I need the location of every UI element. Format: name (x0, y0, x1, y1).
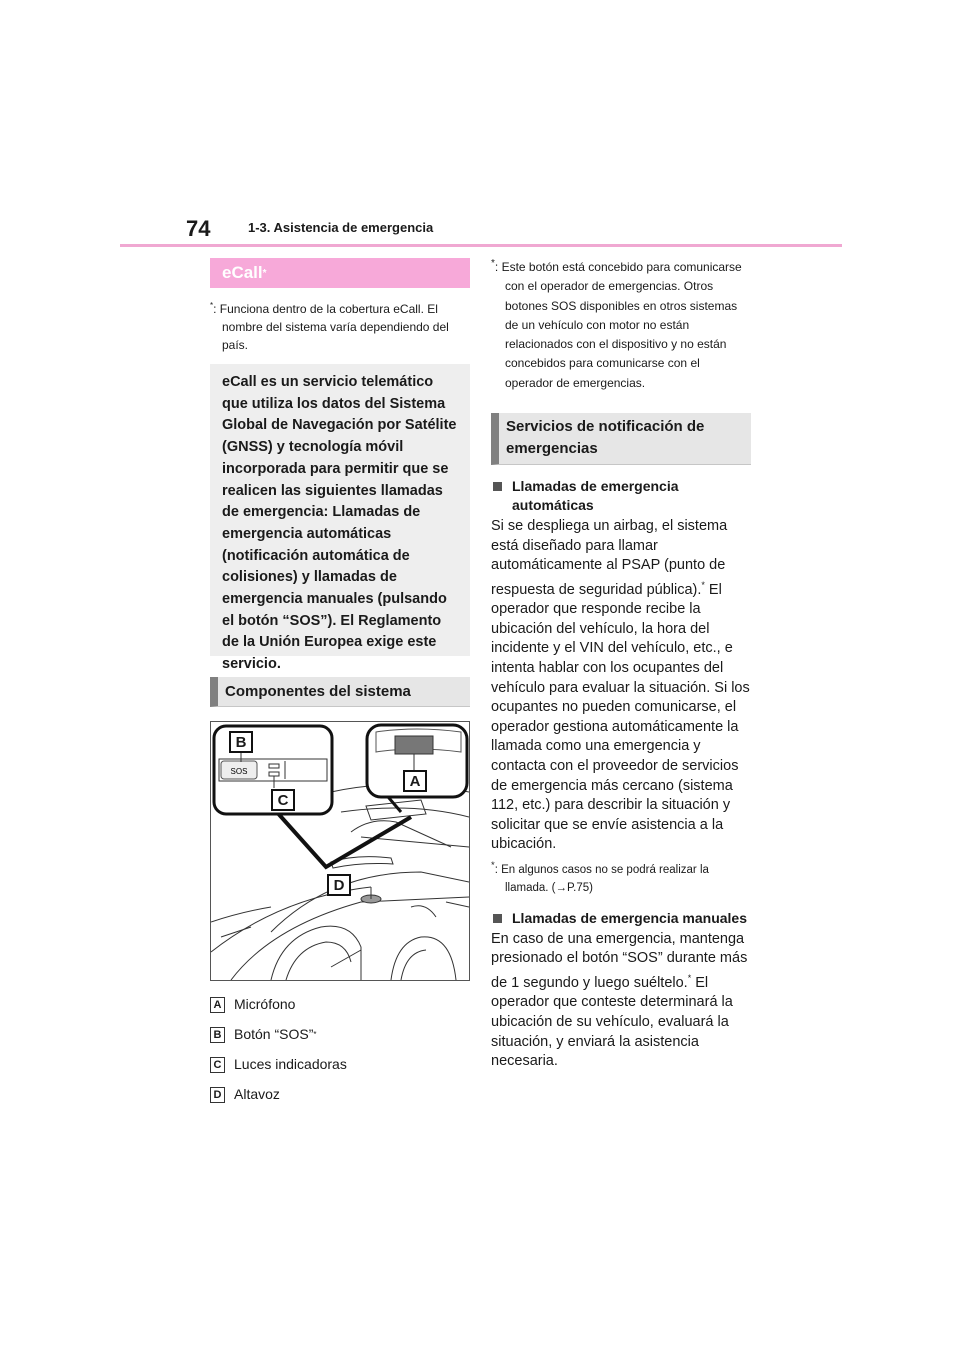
components-legend (210, 989, 470, 1109)
services-heading: Servicios de notificación de emergencias (491, 413, 751, 465)
legend-label: Micrófono (234, 996, 296, 1012)
square-bullet-icon (493, 914, 502, 923)
footnote-marker: * (491, 258, 495, 269)
legend-key-c: C (210, 1057, 225, 1073)
legend-key-b: B (210, 1027, 225, 1043)
intro-box: eCall es un servicio telemático que utiliza los datos del Sistema Global de Navegación por Satélite (GNSS) y tecnología móvil incorporada para permitir que se realicen las siguientes llamadas de emergencia: Llamadas de emergencia automáticas (notificación automática de colisiones) y llamadas de emergencia manuales (pulsando el botón “SOS”). El Reglamento de la Unión Europea exige este servicio. (210, 364, 470, 656)
components-illustration (210, 721, 470, 981)
sos-button-icon: SOS (230, 767, 248, 776)
footnote-text: : Funciona dentro de la cobertura eCall. El nombre del sistema varía dependiendo del país. (213, 302, 449, 352)
ecall-heading-text: eCall (222, 263, 263, 282)
auto-calls-footnote (491, 857, 751, 897)
page-number: 74 (186, 216, 211, 241)
manual-text-part1: En caso de una emergencia, mantenga presionado el botón “SOS” durante más de 1 segundo y luego suéltelo. (491, 930, 748, 991)
auto-text-part1: Si se despliega un airbag, el sistema está diseñado para llamar automáticamente al PSAP (punto de respuesta de seguridad pública). (491, 518, 728, 598)
components-heading: Componentes del sistema (210, 677, 470, 707)
illustration-label-d: D (327, 874, 351, 896)
left-column (210, 258, 470, 1109)
microphone-icon (395, 736, 433, 754)
manual-calls-heading-text: Llamadas de emergencia manuales (512, 909, 747, 926)
legend-key-a: A (210, 997, 225, 1013)
legend-item-indicator-lights (210, 1049, 470, 1079)
legend-label: Luces indicadoras (234, 1056, 347, 1072)
legend-item-microphone (210, 989, 470, 1019)
ecall-footnote (210, 297, 470, 354)
ecall-heading-star: * (262, 267, 267, 279)
auto-calls-heading-text: Llamadas de emergencia automáticas (512, 478, 679, 514)
footnote-marker: * (491, 860, 495, 871)
auto-calls-text (491, 517, 751, 855)
footnote-text: : En algunos casos no se podrá realizar la llamada. (→P.75) (494, 863, 709, 894)
manual-calls-heading (491, 909, 751, 928)
auto-text-part2: El operador que responde recibe la ubicación del vehículo, la hora del incidente y el VIN del vehículo, etc., e intenta hablar con los ocupantes del vehículo para evaluar la situación. Si los ocupantes no pueden comunicarse, el operador gestiona automáticamente la llamada como una emergencia y contacta con el proveedor de servicios de emergencia más cercano (sistema 112, etc.) para describir la situación y solicitar que se envíe asistencia a la ubicación. (491, 581, 750, 853)
illustration-label-a: A (403, 770, 427, 792)
header-rule (120, 244, 842, 247)
section-title: 1-3. Asistencia de emergencia (248, 220, 434, 235)
auto-calls-heading (491, 477, 751, 515)
legend-label: Botón “SOS” (234, 1026, 314, 1042)
legend-item-sos-button (210, 1019, 470, 1049)
illustration-label-b: B (229, 731, 253, 753)
legend-item-speaker (210, 1079, 470, 1109)
square-bullet-icon (493, 482, 502, 491)
right-column (491, 254, 751, 1072)
footnote-text: : Este botón está concebido para comunicarse con el operador de emergencias. Otros botones SOS disponibles en otros sistemas de un vehículo con motor no están relacionados con el dispositivo y no están concebidos para comunicarse con el operador de emergencias. (494, 260, 742, 390)
footnote-marker: * (210, 301, 214, 310)
manual-text-part2: El operador que conteste determinará la ubicación de su vehículo, evaluará la situación, y enviará la asistencia necesaria. (491, 974, 733, 1070)
sos-button-footnote (491, 254, 751, 393)
legend-key-d: D (210, 1087, 225, 1103)
ecall-heading (210, 258, 470, 288)
legend-star: * (313, 1029, 317, 1039)
manual-star: * (687, 973, 692, 984)
illustration-label-c: C (271, 789, 295, 811)
auto-star: * (701, 579, 705, 590)
legend-label: Altavoz (234, 1086, 280, 1102)
manual-calls-text (491, 930, 751, 1072)
car-interior-drawing (211, 722, 469, 980)
